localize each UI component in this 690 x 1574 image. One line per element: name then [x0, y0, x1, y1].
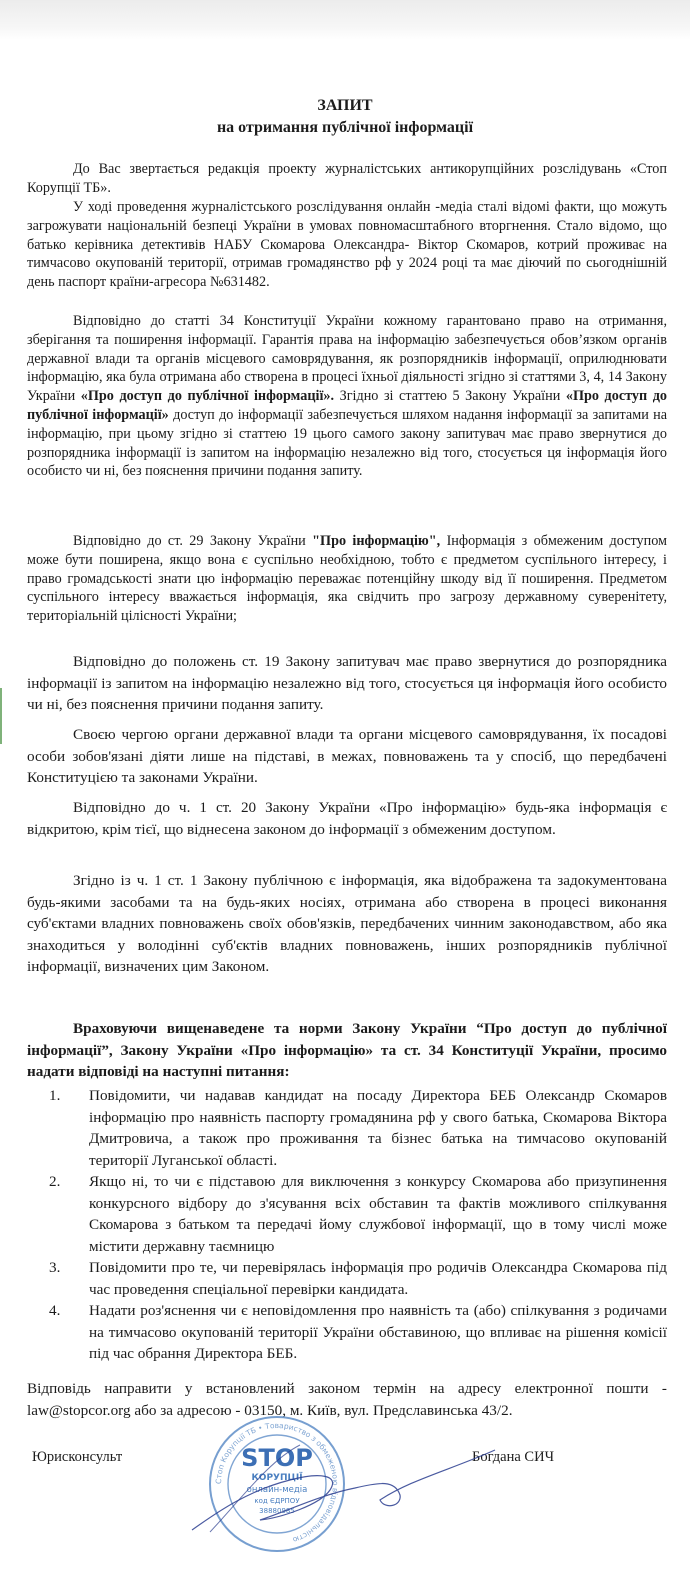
paragraph-article-19: [27, 651, 667, 716]
law-reference: "Про інформацію",: [312, 533, 441, 549]
article-19-text: Відповідно до положень ст. 19 Закону запитувач має право звернутися до розпорядника інформації із запитом на інформацію незалежно від того, стосується ця інформація його особисто чи ні, без пояснення причини подання запиту.: [27, 653, 667, 713]
margin-mark: [0, 688, 2, 744]
question-number: 4.: [49, 1302, 61, 1319]
question-text: Надати роз'яснення чи є неповідомлення про наявність та (або) спілкування з родичами на тимчасово окупованій території України обставиною, що впливає на рішення комісії під час обрання Директора БЕБ.: [89, 1302, 667, 1362]
request-intro: [27, 1018, 667, 1083]
paragraph-public-info: [27, 870, 667, 978]
constitution-text-2: Згідно зі статтею 5 Закону України: [334, 388, 566, 405]
stamp-logo: STOP: [241, 1444, 313, 1472]
stamp-line: 38880985: [259, 1507, 295, 1515]
question-number: 2.: [49, 1173, 61, 1190]
stamp-line: код ЄДРПОУ: [254, 1497, 300, 1505]
public-info-text: Згідно із ч. 1 ст. 1 Закону публічною є інформація, яка відображена та задокументована будь-якими засобами та на будь-яких носіях, отримана або створена в процесі виконання суб'єктами владних повноважень своїх обов'язків, передбачених чинним законодавством, або яка знаходиться у володінні суб'єктів владних повноважень, інших розпорядників публічної інформації, визначених цим Законом.: [27, 872, 667, 975]
paragraph-constitution: [27, 312, 667, 481]
stamp-line: онлайн-медіа: [246, 1485, 308, 1495]
paragraph-facts: [27, 198, 667, 292]
paragraph-article-29: [27, 532, 667, 626]
question-item: [27, 1300, 667, 1365]
paragraph-article-20: [27, 797, 667, 840]
law-reference: «Про доступ до публічної інформації»: [27, 388, 668, 423]
question-item: [27, 1171, 667, 1257]
question-number: 3.: [49, 1259, 61, 1276]
document-title: ЗАПИТ: [317, 97, 373, 114]
question-text: Якщо ні, то чи є підставою для виключення з конкурсу Скомарова або призупинення конкурсного відбору до з'ясування всіх обставин та фактів можливого спілкування Скомарова з батьком та передачі йому службової інформації, що в тому числі може містити державну таємницю: [89, 1173, 667, 1255]
response-instructions: [27, 1378, 667, 1421]
response-text: Відповідь направити у встановлений законом термін на адресу електронної пошти - law@stopcor.org або за адресою - 03150, м. Київ, вул. Предславинська 43/2.: [27, 1380, 667, 1419]
signatory-name: Богдана СИЧ: [472, 1449, 555, 1465]
question-item: [27, 1257, 667, 1300]
stamp-line: КОРУПЦІЇ: [251, 1473, 303, 1483]
article-29-text-1: Відповідно до ст. 29 Закону України: [73, 533, 313, 549]
viewer-top-band: [0, 0, 690, 41]
request-intro-text: Враховуючи вищенаведене та норми Закону України “Про доступ до публічної інформації”, Закону України «Про інформацію» та ст. 34 Конституції України, просимо надати відповіді на наступні питання:: [27, 1020, 667, 1080]
question-item: [27, 1085, 667, 1171]
signature-stroke: [210, 1445, 300, 1532]
article-29-text-2: Інформація з обмеженим доступом може бути поширена, якщо вона є суспільно необхідною, тобто є предметом суспільного інтересу, і право громадськості знати цю інформацію переважає потенційну шкоду від її поширення. Предметом суспільного інтересу вважається інформація, яка свідчить про загрозу державному суверенітету, територіальній цілісності України;: [27, 533, 668, 625]
constitution-text-3: доступ до інформації забезпечується шляхом надання інформації за запитами на інформацію, при цьому згідно зі статтею 19 цього самого закону запитувач має право звернутися до розпорядника інформації із запитом на інформацію незалежно від того, стосується ця інформація його особисто чи ні, без пояснення причини подання запиту.: [27, 406, 668, 480]
question-text: Повідомити, чи надавав кандидат на посаду Директора БЕБ Олександр Скомаров інформацію про наявність паспорту громадянина рф у свого батька, Скомарова Віктора Дмитровича, а також про проживання та бізнес батька на тимчасово окупованій території Луганської області.: [89, 1087, 667, 1169]
intro-paragraph: [27, 160, 667, 198]
signature-stroke: [192, 1450, 495, 1530]
question-number: 1.: [49, 1087, 61, 1104]
signatory-role: Юрисконсульт: [32, 1449, 123, 1465]
stamp-ring-text: Стоп Корупції ТБ • Товариство з обмеженою відповідальністю: [213, 1420, 341, 1545]
document-subtitle: на отримання публічної інформації: [216, 119, 474, 136]
constitution-text-1: Відповідно до статті 34 Конституції України кожному гарантовано право на отримання, зберігання та поширення інформації. Гарантія права на інформацію забезпечується обов’язком органів державної влади та органів місцевого самоврядування, як розпорядників інформації, оприлюднювати інформацію, яка була отримана або створена в процесі їхньої діяльності згідно зі статтями 3, 4, 14 Закону України: [27, 313, 667, 405]
handwritten-signature: [180, 1440, 500, 1540]
questions-list: [27, 1085, 667, 1365]
law-reference: «Про доступ до публічної інформації».: [80, 388, 335, 405]
authorities-text: Своєю чергою органи державної влади та органи місцевого самоврядування, їх посадові особи зобов'язані діяти лише на підставі, в межах, повноважень та у спосіб, що передбачені Конституцією та законами України.: [27, 726, 667, 786]
intro-text: До Вас звертається редакція проекту журналістських антикорупційних розслідувань «Стоп Корупції ТБ».: [27, 161, 667, 196]
facts-text: У ході проведення журналістського розслідування онлайн -медіа сталі відомі факти, що можуть загрожувати національній безпеці України в умовах повномасштабного вторгнення. Стало відомо, що батько керівника детективів НАБУ Скомарова Олександра- Віктор Скомаров, котрий проживає на тимчасово окупованій території, отримав громадянство рф у 2024 році та має діючий по сьогоднішній день паспорт країни-агресора №631482.: [27, 199, 667, 291]
article-20-text: Відповідно до ч. 1 ст. 20 Закону України «Про інформацію» будь-яка інформація є відкритою, крім тієї, що віднесена законом до інформації з обмеженим доступом.: [27, 799, 667, 838]
paragraph-authorities: [27, 724, 667, 789]
question-text: Повідомити про те, чи перевірялась інформація про родичів Олександра Скомарова під час проведення спеціальної перевірки кандидата.: [89, 1259, 667, 1298]
